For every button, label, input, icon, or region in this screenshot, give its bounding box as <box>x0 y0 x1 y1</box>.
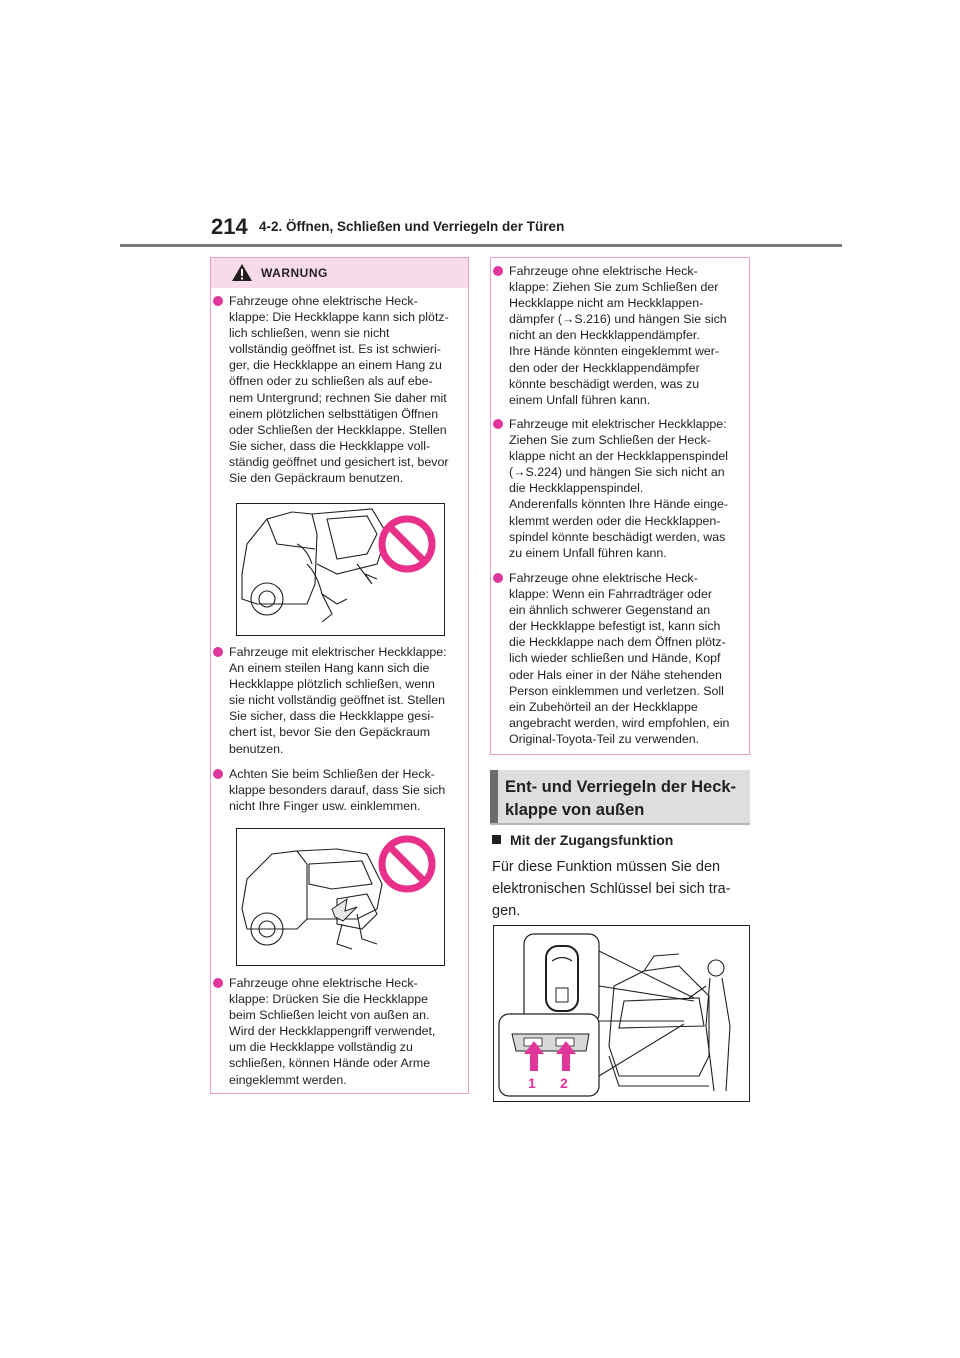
warning-item <box>509 570 747 747</box>
illustration-access-function <box>493 925 750 1102</box>
subheading-text: Mit der Zugangsfunktion <box>510 832 674 848</box>
illustration-tailgate-falling <box>236 503 445 636</box>
section-header <box>490 770 750 825</box>
body-text: Für diese Funktion müssen Sie den elektronischen Schlüssel bei sich tra- gen. <box>492 859 731 919</box>
callout-1: 1 <box>528 1075 536 1091</box>
callout-2: 2 <box>560 1075 568 1091</box>
warning-triangle-icon <box>231 263 253 282</box>
bullet-dot-icon <box>213 296 223 306</box>
bullet-dot-icon <box>493 419 503 429</box>
header-rule <box>120 244 842 247</box>
warning-item-text: Fahrzeuge ohne elektrische Heck- klappe: Drücken Sie die Heckklappe beim Schließen leicht von außen an. Wird der Heckklappengriff verwendet, um die Heckklappe vollständig zu schließen, können Hände oder Arme eingeklemmt werden. <box>229 976 436 1087</box>
warning-box-right <box>490 257 750 755</box>
warning-item <box>229 644 465 757</box>
warning-header <box>211 258 468 288</box>
warning-item <box>229 293 465 486</box>
warning-item-text: Fahrzeuge ohne elektrische Heck- klappe: Die Heckklappe kann sich plötz- lich schließen, wenn sie nicht vollständig geöffnet ist. Es ist schwieri- ger, die Heckklappe an einem Hang zu öffnen oder zu schließen als auf ebe- nem Untergrund; rechnen Sie daher mit einem plötzlichen selbsttätigen Öffnen oder Schließen der Heckklappe. Stellen Sie sicher, dass die Heckklappe voll- ständig geöffnet und gesichert ist, bevor Sie den Gepäckraum benutzen. <box>229 294 449 486</box>
warning-item-text: Fahrzeuge mit elektrischer Heckklappe: An einem steilen Hang kann sich die Heckklappe plötzlich schließen, wenn sie nicht vollständig geöffnet ist. Stellen Sie sicher, dass die Heckklappe gesi- chert ist, bevor Sie den Gepäckraum benutzen. <box>229 645 447 756</box>
bullet-dot-icon <box>493 266 503 276</box>
prohibition-icon <box>377 514 437 574</box>
warning-item <box>229 766 465 814</box>
subheading <box>492 832 673 848</box>
bullet-dot-icon <box>213 769 223 779</box>
illustration-fingers-pinched <box>236 828 445 966</box>
warning-item-text: Achten Sie beim Schließen der Heck- klappe besonders darauf, dass Sie sich nicht Ihre Finger usw. einklemmen. <box>229 767 446 814</box>
bullet-dot-icon <box>213 978 223 988</box>
section-header-bar <box>490 770 498 823</box>
warning-item <box>509 263 747 408</box>
section-title: Ent- und Verriegeln der Heck- klappe von außen <box>505 778 737 819</box>
warning-label: WARNUNG <box>261 266 328 280</box>
bullet-dot-icon <box>213 647 223 657</box>
square-bullet-icon <box>492 835 501 844</box>
warning-item <box>509 416 747 561</box>
bullet-dot-icon <box>493 573 503 583</box>
warning-box-left <box>210 257 469 1094</box>
warning-item <box>229 975 465 1088</box>
warning-item-text: Fahrzeuge mit elektrischer Heckklappe: Ziehen Sie zum Schließen der Heck- klappe nicht an der Heckklappenspindel (→S.224) und hängen Sie sich nicht an die Heckklappenspindel. Anderenfalls könnten Ihre Hände einge- klemmt werden oder die Heckklappen- spindel könnte beschädigt werden, was zu einem Unfall führen kann. <box>509 417 729 560</box>
chapter-title: 4-2. Öffnen, Schließen und Verriegeln der Türen <box>259 219 565 234</box>
warning-item-text: Fahrzeuge ohne elektrische Heck- klappe: Ziehen Sie zum Schließen der Heckklappe nicht am Heckklappen- dämpfer (→S.216) und hängen Sie sich nicht an den Heckklappendämpfer. Ihre Hände könnten eingeklemmt wer- den oder der Heckklappendämpfer könnte beschädigt werden, was zu einem Unfall führen kann. <box>509 264 727 407</box>
warning-item-text: Fahrzeuge ohne elektrische Heck- klappe: Wenn ein Fahrradträger oder ein ähnlich schwerer Gegenstand an der Heckklappe befestigt ist, kann sich die Heckklappe nach dem Öffnen plötz- lich wieder schließen und Hände, Kopf oder Hals einer in der Nähe stehenden Person einklemmen und verletzen. Soll ein Zubehörteil an der Heckklappe angebracht werden, wird empfohlen, ein Original-Toyota-Teil zu verwenden. <box>509 571 730 746</box>
prohibition-icon <box>377 834 437 894</box>
page-number: 214 <box>211 214 248 239</box>
